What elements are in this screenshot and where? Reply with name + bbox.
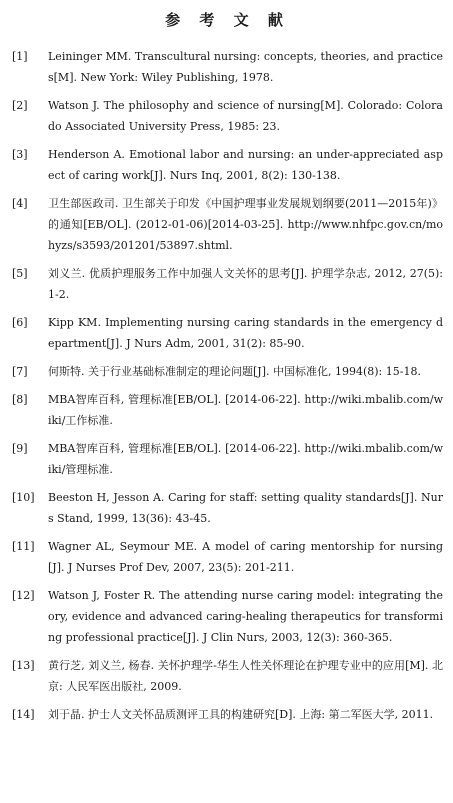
reference-number: [4] — [12, 197, 28, 210]
reference-number: [10] — [12, 491, 35, 504]
reference-text: Beeston H, Jesson A. Caring for staff: setting quality standards[J]. Nurs Stand, 1999, 13(36): 43-45. — [48, 491, 443, 525]
reference-number: [11] — [12, 540, 35, 553]
reference-item — [12, 193, 443, 256]
reference-item — [12, 361, 443, 382]
reference-text: Watson J. The philosophy and science of nursing[M]. Colorado: Colorado Associated University Press, 1985: 23. — [48, 99, 443, 133]
reference-text: 何斯特. 关于行业基础标准制定的理论问题[J]. 中国标准化, 1994(8): 15-18. — [48, 365, 421, 378]
reference-item — [12, 585, 443, 648]
reference-number: [14] — [12, 708, 35, 721]
reference-text: Watson J, Foster R. The attending nurse caring model: integrating theory, evidence and advanced caring-healing therapeutics for transforming professional practice[J]. J Clin Nurs, 2003, 12(3): 360-365. — [48, 589, 443, 644]
reference-item — [12, 655, 443, 697]
reference-number: [1] — [12, 50, 28, 63]
reference-text: Henderson A. Emotional labor and nursing: an under-appreciated aspect of caring work[J]. Nurs Inq, 2001, 8(2): 130-138. — [48, 148, 443, 182]
reference-text: MBA智库百科, 管理标准[EB/OL]. [2014-06-22]. http://wiki.mbalib.com/wiki/工作标准. — [48, 393, 443, 427]
reference-text: Wagner AL, Seymour ME. A model of caring mentorship for nursing[J]. J Nurses Prof Dev, 2007, 23(5): 201-211. — [48, 540, 443, 574]
reference-text: Leininger MM. Transcultural nursing: concepts, theories, and practices[M]. New York: Wiley Publishing, 1978. — [48, 50, 443, 84]
reference-text: Kipp KM. Implementing nursing caring standards in the emergency department[J]. J Nurs Adm, 2001, 31(2): 85-90. — [48, 316, 443, 350]
reference-item — [12, 144, 443, 186]
reference-item — [12, 487, 443, 529]
reference-item — [12, 312, 443, 354]
reference-number: [3] — [12, 148, 28, 161]
reference-item — [12, 263, 443, 305]
reference-number: [5] — [12, 267, 28, 280]
reference-number: [8] — [12, 393, 28, 406]
reference-number: [9] — [12, 442, 28, 455]
reference-item — [12, 95, 443, 137]
reference-item — [12, 389, 443, 431]
reference-number: [7] — [12, 365, 28, 378]
reference-number: [2] — [12, 99, 28, 112]
reference-item — [12, 438, 443, 480]
reference-text: 刘义兰. 优质护理服务工作中加强人文关怀的思考[J]. 护理学杂志, 2012, 27(5): 1-2. — [48, 267, 443, 301]
reference-number: [13] — [12, 659, 35, 672]
reference-item — [12, 46, 443, 88]
reference-text: 刘于晶. 护士人文关怀品质测评工具的构建研究[D]. 上海: 第二军医大学, 2011. — [48, 708, 434, 721]
reference-text: 卫生部医政司. 卫生部关于印发《中国护理事业发展规划纲要(2011—2015年)》的通知[EB/OL]. (2012-01-06)[2014-03-25]. http://www.nhfpc.gov.cn/mohyzs/s3593/201201/53897.shtml. — [48, 197, 443, 252]
page-title: 参 考 文 献 — [165, 11, 290, 29]
reference-item — [12, 704, 443, 725]
reference-text: 黄行芝, 刘义兰, 杨春. 关怀护理学-华生人性关怀理论在护理专业中的应用[M]. 北京: 人民军医出版社, 2009. — [48, 659, 443, 693]
reference-list — [12, 46, 443, 725]
reference-text: MBA智库百科, 管理标准[EB/OL]. [2014-06-22]. http://wiki.mbalib.com/wiki/管理标准. — [48, 442, 443, 476]
reference-item — [12, 536, 443, 578]
reference-number: [12] — [12, 589, 35, 602]
reference-number: [6] — [12, 316, 28, 329]
